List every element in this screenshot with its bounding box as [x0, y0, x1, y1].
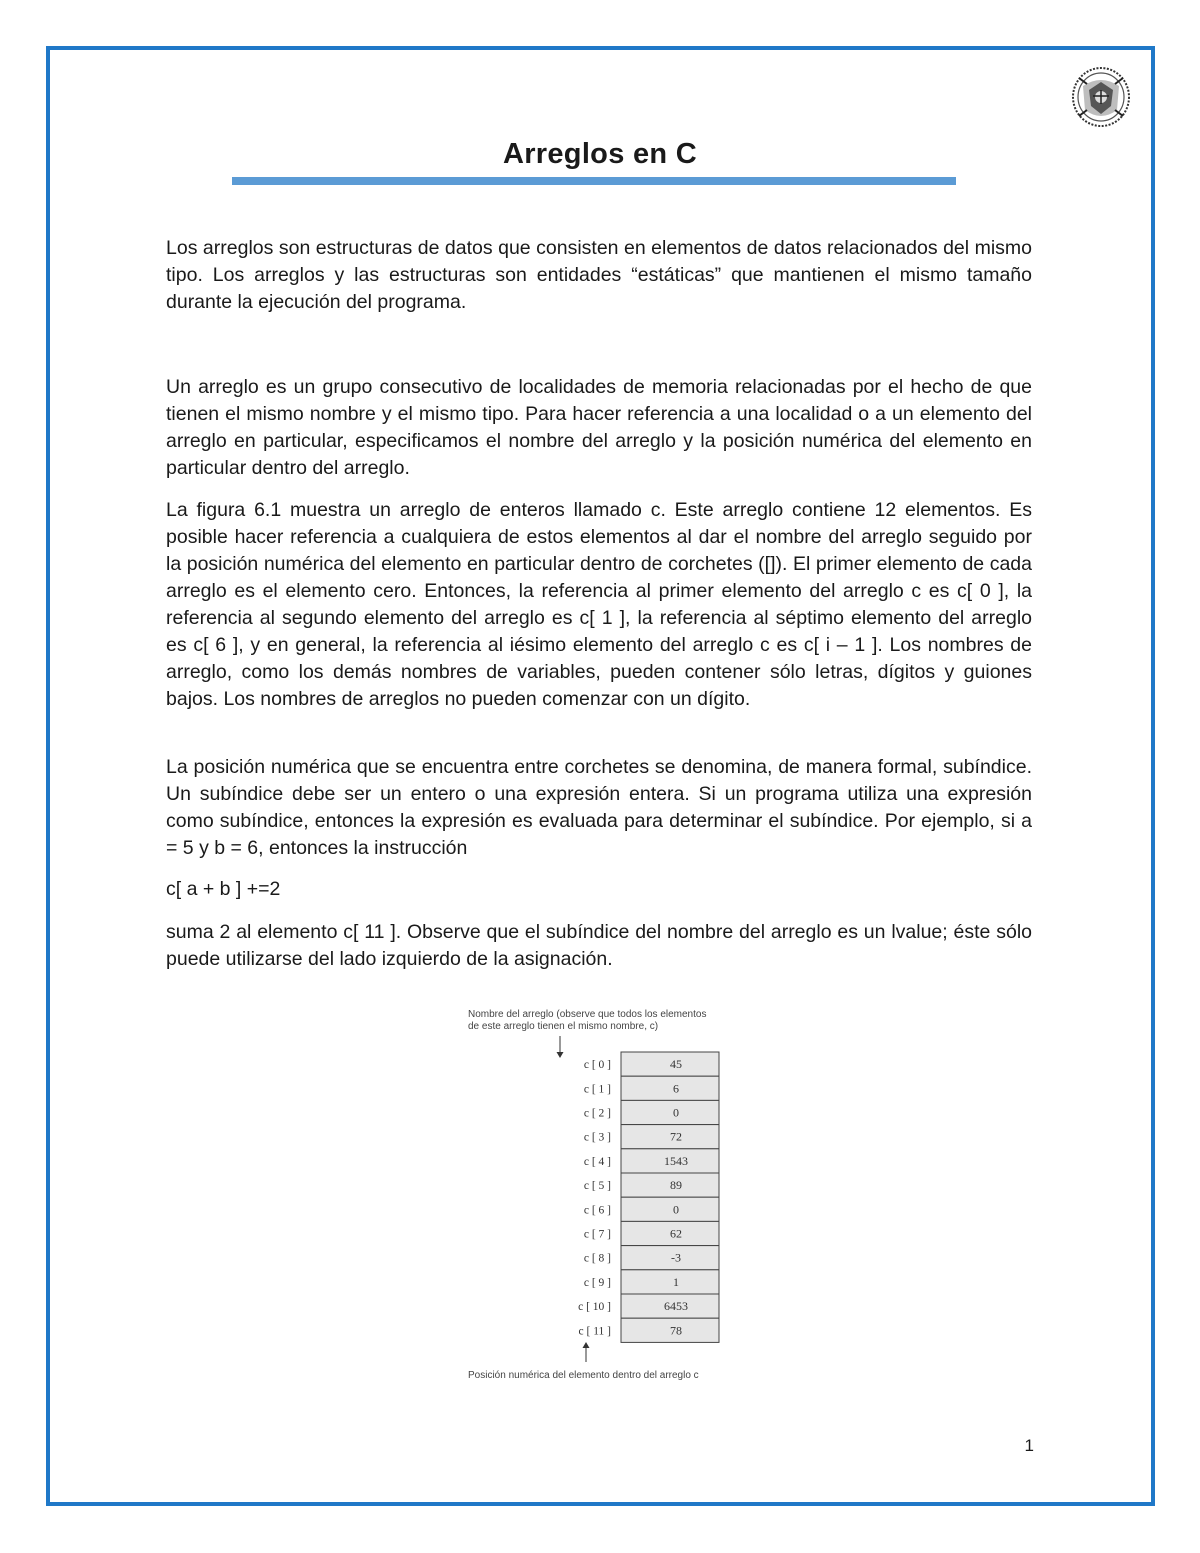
array-cell: [621, 1246, 719, 1270]
array-value: 62: [670, 1226, 682, 1241]
array-cell: [621, 1100, 719, 1124]
title-underline: [232, 177, 956, 185]
array-value: 1543: [664, 1153, 688, 1168]
array-value: 6: [673, 1081, 679, 1096]
figure-caption-top-line2: de este arreglo tienen el mismo nombre, c): [468, 1021, 659, 1032]
array-index-label: c [ 4 ]: [583, 1155, 611, 1168]
array-index-label: c [ 10 ]: [578, 1301, 611, 1314]
arrow-up-icon: [583, 1342, 590, 1348]
array-figure: [440, 1000, 770, 1390]
unam-seal-icon: [1071, 66, 1131, 128]
array-cell: [621, 1270, 719, 1294]
array-index-label: c [ 2 ]: [583, 1107, 611, 1120]
array-index-label: c [ 5 ]: [583, 1180, 611, 1193]
array-value: 0: [673, 1202, 679, 1217]
figure-caption-top-line1: Nombre del arreglo (observe que todos los elementos: [468, 1009, 707, 1020]
arrow-down-icon: [557, 1052, 564, 1058]
paragraph-figure-description: La figura 6.1 muestra un arreglo de enteros llamado c. Este arreglo contiene 12 elementos. Es posible hacer referencia a cualquiera de estos elementos al dar el nombre del arreglo seguido por la posición numérica del elemento en particular dentro de corchetes ([]). El primer elemento de cada arreglo es el elemento cero. Entonces, la referencia al primer elemento del arreglo c es c[ 0 ], la referencia al segundo elemento del arreglo es c[ 1 ], la referencia al séptimo elemento del arreglo es c[ 6 ], y en general, la referencia al iésimo elemento del arreglo c es c[ i – 1 ]. Los nombres de arreglo, como los demás nombres de variables, pueden contener sólo letras, dígitos y guiones bajos. Los nombres de arreglos no pueden comenzar con un dígito.: [166, 499, 1032, 710]
array-index-label: c [ 1 ]: [583, 1083, 611, 1096]
array-index-label: c [ 6 ]: [583, 1204, 611, 1217]
array-value: 72: [670, 1129, 682, 1144]
array-cell: [621, 1076, 719, 1100]
array-index-label: c [ 8 ]: [583, 1252, 611, 1265]
array-index-label: c [ 3 ]: [583, 1131, 611, 1144]
paragraph-subscript: La posición numérica que se encuentra entre corchetes se denomina, de manera formal, subíndice. Un subíndice debe ser un entero o una expresión entera. Si un programa utiliza una expresión como subíndice, entonces la expresión es evaluada para determinar el subíndice. Por ejemplo, si a = 5 y b = 6, entonces la instrucción: [166, 756, 1032, 859]
array-value: 89: [670, 1178, 682, 1193]
array-index-label: c [ 7 ]: [583, 1228, 611, 1241]
paragraph-lvalue: suma 2 al elemento c[ 11 ]. Observe que el subíndice del nombre del arreglo es un lvalue; éste sólo puede utilizarse del lado izquierdo de la asignación.: [166, 921, 1032, 970]
array-value: -3: [671, 1250, 681, 1265]
array-index-label: c [ 0 ]: [583, 1059, 611, 1072]
page-number: 1: [1024, 1436, 1034, 1455]
array-index-label: c [ 11 ]: [578, 1325, 611, 1338]
paragraph-intro: Los arreglos son estructuras de datos que consisten en elementos de datos relacionados del mismo tipo. Los arreglos y las estructuras son entidades “estáticas” que mantienen el mismo tamaño durante la ejecución del programa.: [166, 237, 1032, 313]
code-example: c[ a + b ] +=2: [166, 878, 281, 900]
array-value: 1: [673, 1274, 679, 1289]
paragraph-definition: Un arreglo es un grupo consecutivo de localidades de memoria relacionadas por el hecho de que tienen el mismo nombre y el mismo tipo. Para hacer referencia a una localidad o a un elemento del arreglo en particular, especificamos el nombre del arreglo y la posición numérica del elemento en particular dentro del arreglo.: [166, 376, 1032, 479]
document-title: Arreglos en C: [502, 138, 698, 170]
array-value: 6453: [664, 1299, 688, 1314]
figure-caption-bottom: Posición numérica del elemento dentro del arreglo c: [468, 1370, 699, 1381]
array-index-label: c [ 9 ]: [583, 1276, 611, 1289]
array-value: 45: [670, 1057, 682, 1072]
array-value: 78: [670, 1323, 682, 1338]
array-value: 0: [673, 1105, 679, 1120]
array-cell: [621, 1197, 719, 1221]
